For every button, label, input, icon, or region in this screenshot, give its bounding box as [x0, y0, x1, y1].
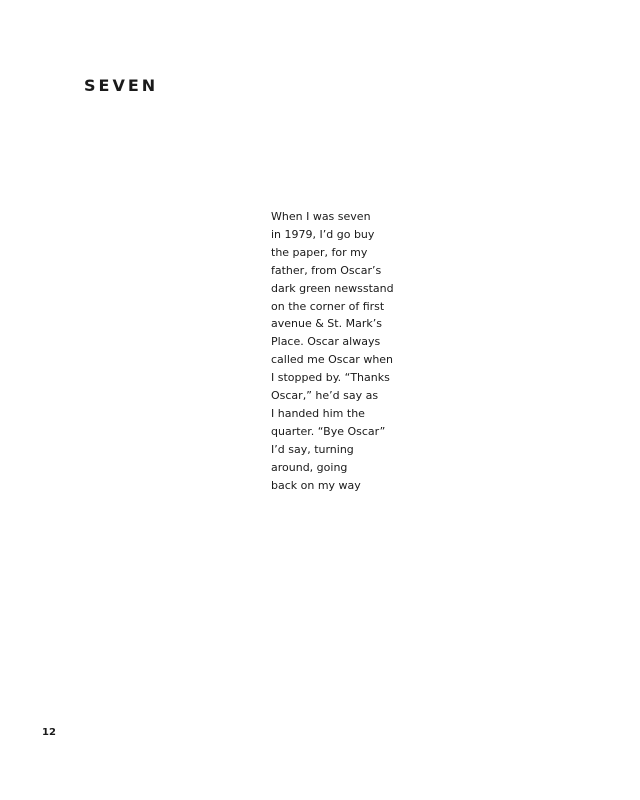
poem-line: around, going: [271, 460, 348, 474]
chapter-title: SEVEN: [84, 76, 159, 95]
poem-line: father, from Oscar’s: [271, 263, 382, 277]
poem-line: quarter. “Bye Oscar”: [271, 424, 386, 438]
poem-line: avenue & St. Mark’s: [271, 317, 382, 331]
poem-line: I stopped by. “Thanks: [271, 371, 390, 385]
poem-line: back on my way: [271, 478, 361, 492]
poem-line: When I was seven: [271, 210, 371, 223]
poem-line: the paper, for my: [271, 245, 368, 259]
poem-line: in 1979, I’d go buy: [271, 227, 375, 241]
poem-line: on the corner of first: [271, 299, 385, 313]
poem-line: Oscar,” he’d say as: [271, 389, 379, 403]
poem-line: called me Oscar when: [271, 353, 394, 367]
poem-body: [271, 208, 421, 495]
poem-line: I’d say, turning: [271, 442, 354, 456]
poem-line: I handed him the: [271, 406, 365, 420]
poem-line: Place. Oscar always: [271, 335, 381, 349]
page-number: 12: [42, 727, 56, 738]
poem-line: dark green newsstand: [271, 281, 394, 295]
